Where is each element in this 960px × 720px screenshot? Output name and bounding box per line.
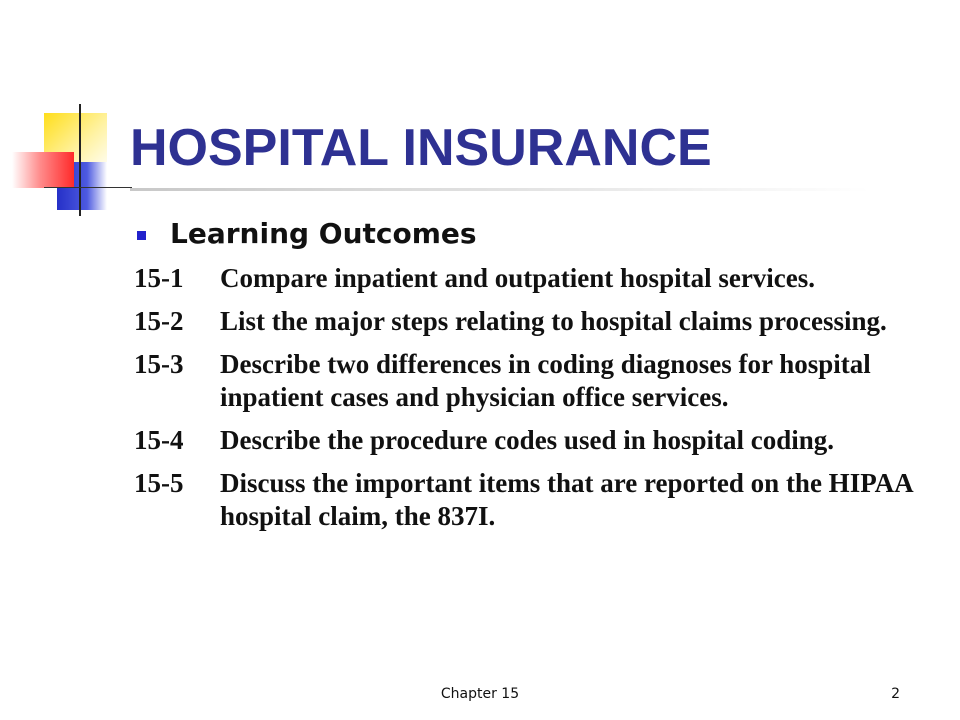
outcome-item bbox=[134, 467, 914, 533]
outcome-item bbox=[134, 348, 914, 414]
outcome-number: 15-3 bbox=[134, 349, 184, 379]
square-bullet-icon bbox=[137, 231, 146, 240]
subheading-text: Learning Outcomes bbox=[170, 217, 477, 250]
decor-vertical-line bbox=[79, 104, 81, 216]
outcome-text: Discuss the important items that are reported on the HIPAA hospital claim, the 837I. bbox=[220, 468, 913, 531]
footer-chapter: Chapter 15 bbox=[440, 686, 520, 702]
title-underline bbox=[130, 188, 870, 191]
subheading bbox=[137, 212, 477, 256]
outcome-item bbox=[134, 305, 914, 338]
decor-horizontal-line bbox=[44, 187, 132, 188]
outcome-text: Compare inpatient and outpatient hospital services. bbox=[220, 263, 816, 293]
outcomes-list bbox=[134, 262, 914, 543]
outcome-text: Describe two differences in coding diagnoses for hospital inpatient cases and physician office services. bbox=[220, 349, 871, 412]
slide-title: HOSPITAL INSURANCE bbox=[130, 119, 712, 177]
outcome-text: List the major steps relating to hospital claims processing. bbox=[220, 306, 887, 336]
outcome-item bbox=[134, 424, 914, 457]
outcome-number: 15-1 bbox=[134, 263, 184, 293]
footer-page-number: 2 bbox=[891, 686, 900, 702]
outcome-text: Describe the procedure codes used in hospital coding. bbox=[220, 425, 835, 455]
outcome-item bbox=[134, 262, 914, 295]
decor-red-square bbox=[12, 152, 74, 188]
outcome-number: 15-2 bbox=[134, 306, 184, 336]
outcome-number: 15-4 bbox=[134, 425, 184, 455]
outcome-number: 15-5 bbox=[134, 468, 184, 498]
